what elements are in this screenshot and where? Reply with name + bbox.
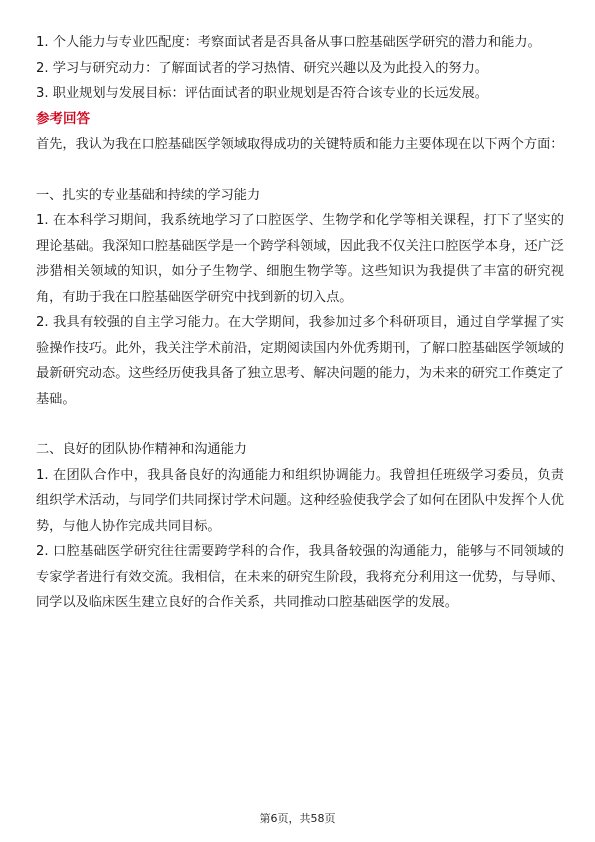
reference-answer-heading: 参考回答 xyxy=(36,110,90,127)
answer-intro: 首先，我认为我在口腔基础医学领域取得成功的关键特质和能力主要体现在以下两个方面： xyxy=(36,137,564,152)
document-page xyxy=(36,30,564,616)
section-point: 1. 在本科学习期间，我系统地学习了口腔医学、生物学和化学等相关课程，打下了坚实的理论基础。我深知口腔基础医学是一个跨学科领域，因此我不仅关注口腔医学本身，还广泛涉猎相关领域的知识，如分子生物学、细胞生物学等。这些知识为我提供了丰富的研究视角，有助于我在口腔基础医学研究中找到新的切入点。 xyxy=(36,213,564,305)
section-title: 二、良好的团队协作精神和沟通能力 xyxy=(36,442,247,457)
criterion-item: 3. 职业规划与发展目标：评估面试者的职业规划是否符合该专业的长远发展。 xyxy=(36,86,488,101)
criterion-item: 1. 个人能力与专业匹配度：考察面试者是否具备从事口腔基础医学研究的潜力和能力。 xyxy=(36,35,541,50)
section-point: 1. 在团队合作中，我具备良好的沟通能力和组织协调能力。我曾担任班级学习委员，负责组织学术活动，与同学们共同探讨学术问题。这种经验使我学会了如何在团队中发挥个人优势，与他人协作完成共同目标。 xyxy=(36,467,564,534)
section-point: 2. 口腔基础医学研究往往需要跨学科的合作，我具备较强的沟通能力，能够与不同领域的专家学者进行有效交流。我相信，在未来的研究生阶段，我将充分利用这一优势，与导师、同学以及临床医生建立良好的合作关系，共同推动口腔基础医学的发展。 xyxy=(36,544,564,610)
criterion-item: 2. 学习与研究动力：了解面试者的学习热情、研究兴趣以及为此投入的努力。 xyxy=(36,60,488,76)
section-title: 一、扎实的专业基础和持续的学习能力 xyxy=(36,187,261,203)
spacer xyxy=(36,158,564,183)
page-number: 第6页，共58页 xyxy=(259,812,336,825)
spacer xyxy=(36,412,564,437)
section-point: 2. 我具有较强的自主学习能力。在大学期间，我参加过多个科研项目，通过自学掌握了实验操作技巧。此外，我关注学术前沿，定期阅读国内外优秀期刊，了解口腔基础医学领域的最新研究动态。这些经历使我具备了独立思考、解决问题的能力，为未来的研究工作奠定了基础。 xyxy=(36,315,564,407)
